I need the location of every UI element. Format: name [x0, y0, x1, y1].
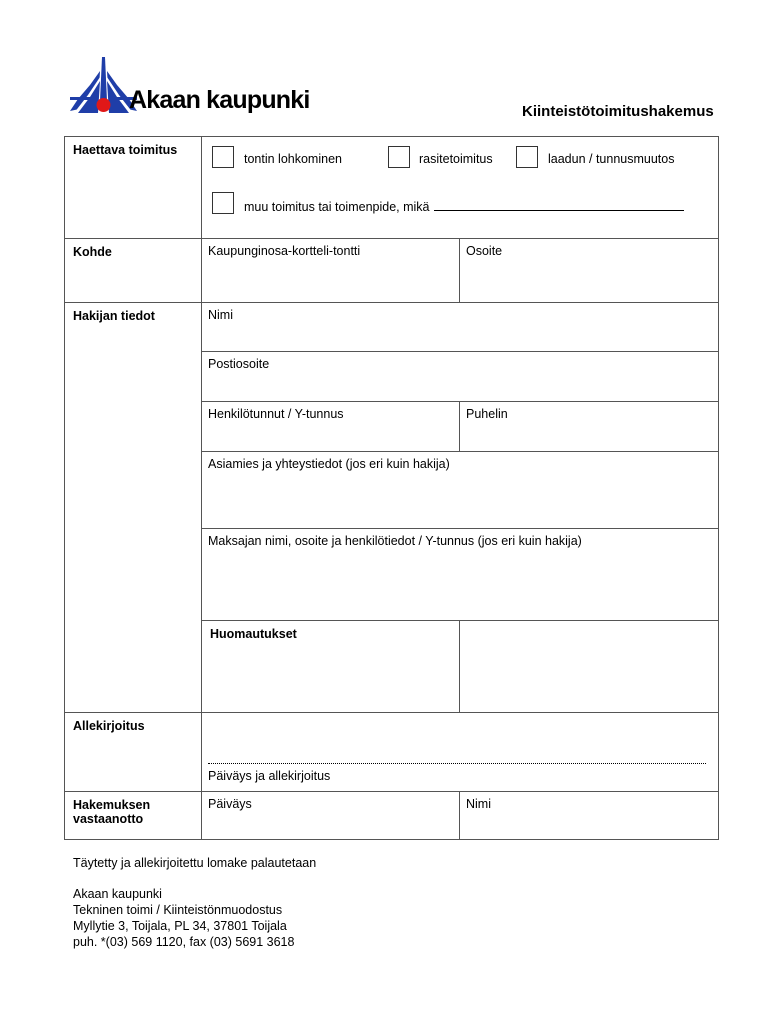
checkbox-label-rasitetoimitus: rasitetoimitus: [419, 152, 493, 166]
option-row-1: [202, 144, 718, 190]
return-note: Täytetty ja allekirjoitettu lomake palautetaan: [73, 856, 317, 870]
section-label-requested-procedure: Haettava toimitus: [65, 137, 202, 239]
application-form: [64, 136, 719, 840]
section-label-remarks: Huomautukset: [202, 621, 460, 713]
field-label-vastaanotto-paivays: Päiväys: [208, 797, 252, 811]
checkbox-muu-toimitus[interactable]: [212, 192, 234, 214]
field-huomautukset[interactable]: [460, 621, 719, 713]
checkbox-rasitetoimitus[interactable]: [388, 146, 410, 168]
logo-wordmark: Akaan kaupunki: [129, 86, 310, 114]
address-line: Tekninen toimi / Kiinteistönmuodostus: [73, 903, 283, 917]
address-line: puh. *(03) 569 1120, fax (03) 5691 3618: [73, 935, 295, 949]
field-vastaanotto-nimi[interactable]: [460, 792, 719, 840]
field-allekirjoitus[interactable]: [202, 713, 719, 792]
field-label-osoite: Osoite: [466, 244, 503, 258]
field-label-kortteli: Kaupunginosa-kortteli-tontti: [208, 244, 361, 258]
field-label-maksaja: Maksajan nimi, osoite ja henkilötiedot / Y-tunnus (jos eri kuin hakija): [208, 534, 582, 548]
field-postiosoite[interactable]: [202, 352, 719, 402]
field-asiamies[interactable]: [202, 452, 719, 529]
field-label-postiosoite: Postiosoite: [208, 357, 270, 371]
field-label-nimi: Nimi: [208, 308, 233, 322]
field-label-henkilotunnus: Henkilötunnut / Y-tunnus: [208, 407, 344, 421]
address-line: Akaan kaupunki: [73, 887, 162, 901]
checkbox-label-tontin-lohkominen: tontin lohkominen: [244, 152, 342, 166]
address-line: Myllytie 3, Toijala, PL 34, 37801 Toijala: [73, 919, 287, 933]
field-label-puhelin: Puhelin: [466, 407, 508, 421]
checkbox-label-muu-toimitus: [244, 198, 684, 214]
checkbox-laadun-tunnusmuutos[interactable]: [516, 146, 538, 168]
muu-toimitus-blank[interactable]: [434, 198, 684, 211]
checkbox-tontin-lohkominen[interactable]: [212, 146, 234, 168]
requested-procedure-options: [202, 137, 719, 239]
section-label-property: Kohde: [65, 239, 202, 303]
field-maksaja[interactable]: [202, 529, 719, 621]
section-label-receipt: Hakemuksen vastaanotto: [65, 792, 202, 840]
field-osoite[interactable]: [460, 239, 719, 303]
field-label-asiamies: Asiamies ja yhteystiedot (jos eri kuin hakija): [208, 457, 450, 471]
signature-caption: Päiväys ja allekirjoitus: [208, 769, 331, 783]
field-label-vastaanotto-nimi: Nimi: [466, 797, 491, 811]
section-label-applicant: Hakijan tiedot: [65, 303, 202, 713]
option-row-2: [202, 190, 718, 236]
field-puhelin[interactable]: [460, 402, 719, 452]
field-kaupunginosa-kortteli-tontti[interactable]: [202, 239, 460, 303]
contact-address: [73, 886, 294, 950]
muu-toimitus-text: muu toimitus tai toimenpide, mikä: [244, 200, 430, 214]
checkbox-label-laadun-tunnusmuutos: laadun / tunnusmuutos: [548, 152, 675, 166]
page-title: Kiinteistötoimitushakemus: [522, 103, 714, 120]
signature-line: [208, 763, 706, 764]
section-label-signature: Allekirjoitus: [65, 713, 202, 792]
field-vastaanotto-paivays[interactable]: [202, 792, 460, 840]
field-henkilotunnus[interactable]: [202, 402, 460, 452]
field-nimi[interactable]: [202, 303, 719, 352]
